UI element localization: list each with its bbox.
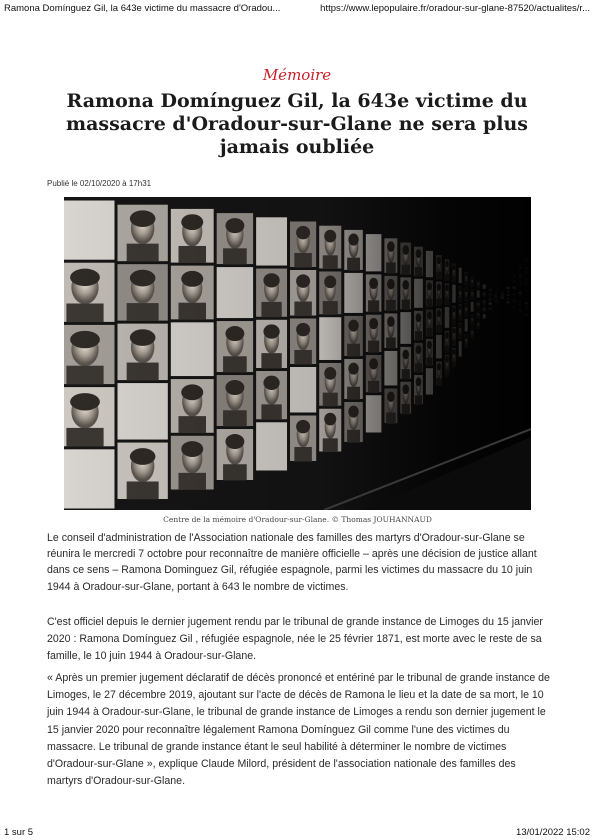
page-number: 1 sur 5: [4, 827, 34, 838]
photo-caption: Centre de la mémoire d'Oradour-sur-Glane. © Thomas JOUHANNAUD: [163, 515, 432, 524]
article-rubric[interactable]: Mémoire: [262, 66, 332, 84]
article-lead: Le conseil d'administration de l'Association nationale des familles des martyrs d'Oradour-sur-Glane se réunira le mercredi 7 octobre pour reconnaître de manière officielle – après une décision de justice allant dans ce sens – Ramona Dominguez Gil, réfugiée espagnole, parmi les victimes du massacre du 10 juin 1944 à Oradour-sur-Glane, portant à 643 le nombre de victimes.: [47, 532, 537, 593]
print-date: 13/01/2022 15:02: [516, 827, 590, 838]
print-header-title: Ramona Domínguez Gil, la 643e victime du massacre d'Oradou...: [4, 3, 281, 14]
memorial-portrait-wall-image: [64, 197, 531, 510]
print-header-url: https://www.lepopulaire.fr/oradour-sur-glane-87520/actualites/r...: [320, 3, 590, 14]
article-photo: [64, 197, 531, 510]
publication-date: Publié le 02/10/2020 à 17h31: [47, 179, 152, 188]
article-headline: Ramona Domínguez Gil, la 643e victime du massacre d'Oradour-sur-Glane ne sera plus jamais oubliée: [66, 90, 528, 158]
article-paragraph: « Après un premier jugement déclaratif de décès prononcé et entériné par le tribunal de grande instance de Limoges, le 27 décembre 2019, ajoutant sur l'acte de décès de Ramona le lieu et la date de sa mort, le 10 juin 1944 à Oradour-sur-Glane, le tribunal de grande instance de Limoges a rendu son dernier jugement le 15 janvier 2020 pour reconnaître légalement Ramona Domínguez Gil comme l'une des victimes du massacre. Le tribunal de grande instance étant le seul habilité à déterminer le nombre de victimes d'Oradour-sur-Glane », explique Claude Milord, président de l'association nationale des familles des martyrs d'Oradour-sur-Glane.: [47, 672, 550, 788]
article-paragraph: C'est officiel depuis le dernier jugement rendu par le tribunal de grande instance de Limoges du 15 janvier 2020 : Ramona Domínguez Gil , réfugiée espagnole, née le 25 février 1871, est morte avec le reste de sa famille, le 10 juin 1944 à Oradour-sur-Glane.: [47, 616, 543, 663]
